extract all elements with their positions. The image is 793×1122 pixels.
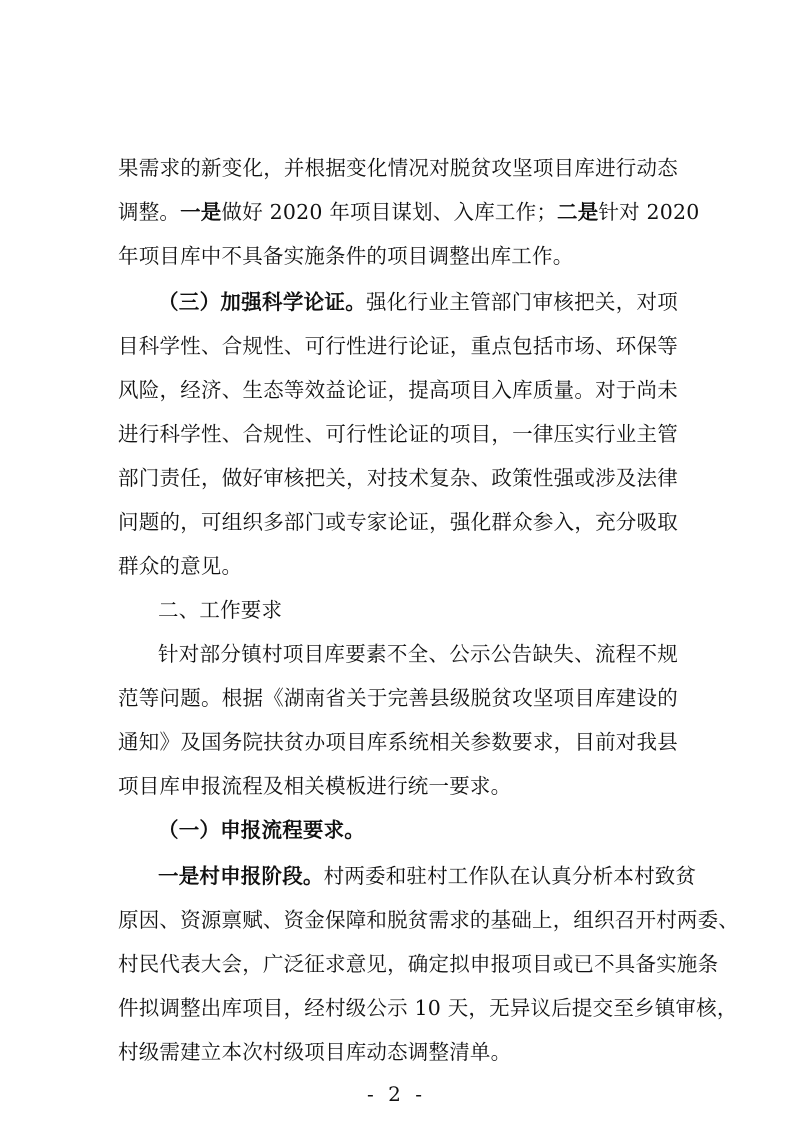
paragraph-2-line-6: 问题的，可组织多部门或专家论证，强化群众参入，充分吸取 — [118, 510, 678, 534]
paragraph-4-line-5: 村级需建立本次村级项目库动态调整清单。 — [118, 1040, 512, 1064]
paragraph-4-line-3: 村民代表大会，广泛征求意见，确定拟申报项目或已不具备实施条 — [118, 952, 719, 976]
paragraph-1-line-2 — [118, 192, 700, 232]
subsection-heading-1 — [158, 810, 678, 850]
paragraph-3-line-1: 针对部分镇村项目库要素不全、公示公告缺失、流程不规 — [158, 642, 678, 666]
emphasis-second: 二是 — [557, 200, 599, 224]
paragraph-1-line-3: 年项目库中不具备实施条件的项目调整出库工作。 — [118, 244, 574, 268]
paragraph-2-line-3: 风险，经济、生态等效益论证，提高项目入库质量。对于尚未 — [118, 378, 678, 402]
stage-title: 一是村申报阶段。 — [158, 864, 324, 888]
paragraph-4-line-4: 件拟调整出库项目，经村级公示 10 天，无异议后提交至乡镇审核， — [118, 996, 738, 1020]
paragraph-3-line-4: 项目库申报流程及相关模板进行统一要求。 — [118, 774, 512, 798]
paragraph-4-line-1 — [158, 856, 697, 896]
paragraph-2-line-1 — [158, 282, 678, 322]
text-span: 做好 2020 年项目谋划、入库工作； — [221, 200, 558, 224]
page-number: - 2 - — [367, 1082, 426, 1106]
text-span: 调整。 — [118, 200, 181, 224]
emphasis-first: 一是 — [180, 200, 222, 224]
text-span: 强化行业主管部门审核把关，对项 — [366, 290, 679, 314]
paragraph-2-line-7: 群众的意见。 — [118, 554, 243, 578]
paragraph-4-line-2: 原因、资源禀赋、资金保障和脱贫需求的基础上，组织召开村两委、 — [118, 908, 739, 932]
paragraph-1-line-1: 果需求的新变化，并根据变化情况对脱贫攻坚项目库进行动态 — [118, 156, 678, 180]
subsection-title-1: （一）申报流程要求。 — [158, 818, 365, 842]
paragraph-3-line-3: 通知》及国务院扶贫办项目库系统相关参数要求，目前对我县 — [118, 730, 678, 754]
text-span: 针对 2020 — [598, 200, 700, 224]
text-span: 村两委和驻村工作队在认真分析本村致贫 — [323, 864, 697, 888]
section-heading-2: 二、工作要求 — [158, 598, 283, 622]
paragraph-2-line-4: 进行科学性、合规性、可行性论证的项目，一律压实行业主管 — [118, 422, 678, 446]
paragraph-3-line-2: 范等问题。根据《湖南省关于完善县级脱贫攻坚项目库建设的 — [118, 686, 678, 710]
paragraph-2-line-2: 目科学性、合规性、可行性进行论证，重点包括市场、环保等 — [118, 334, 678, 358]
subsection-title-3: （三）加强科学论证。 — [158, 290, 367, 314]
paragraph-2-line-5: 部门责任，做好审核把关，对技术复杂、政策性强或涉及法律 — [118, 466, 678, 490]
